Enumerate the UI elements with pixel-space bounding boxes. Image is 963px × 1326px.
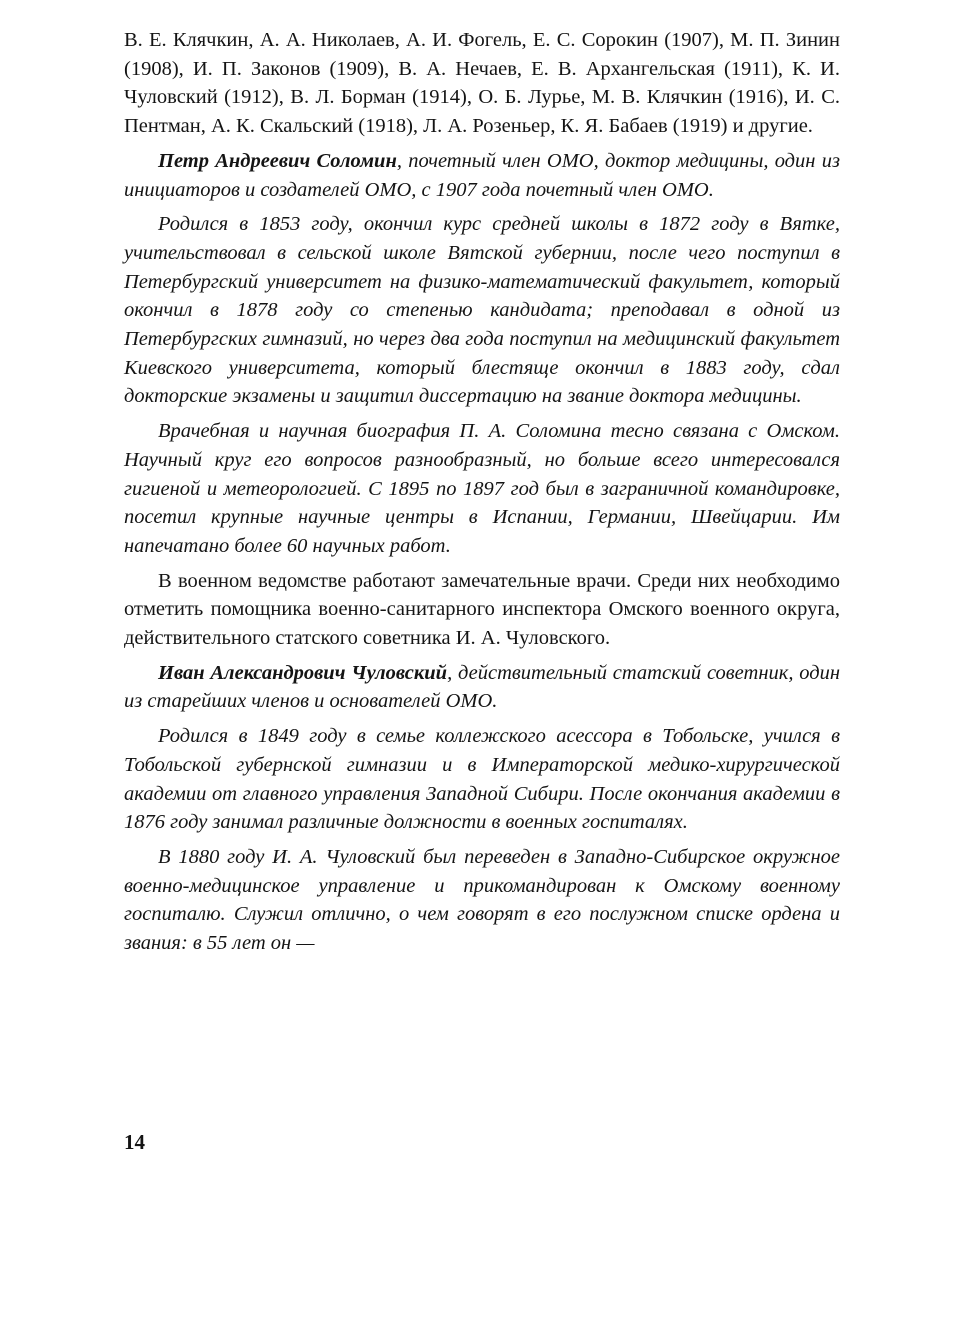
chulovsky-title-text: , действительный статский советник, один из старейших членов и основателей ОМО. — [124, 661, 840, 713]
text-column — [124, 26, 840, 958]
paragraph-member-list: В. Е. Клячкин, А. А. Николаев, А. И. Фогель, Е. С. Сорокин (1907), М. П. Зинин (1908), И. П. Законов (1909), В. А. Нечаев, Е. В. Архангельская (1911), К. И. Чуловский (1912), В. Л. Борман (1914), О. Б. Лурье, М. В. Клячкин (1916), И. С. Пентман, А. К. Скальский (1918), Л. А. Розеньер, К. Я. Бабаев (1919) и другие. — [124, 29, 840, 138]
person-name-solomin: Петр Андреевич Соломин — [158, 149, 397, 172]
paragraph-chulovsky-biography: Родился в 1849 году в семье коллежского асессора в Тобольске, учился в Тобольской губернской гимназии и в Императорской медико-хирургической академии от главного управления Западной Сибири. После окончания академии в 1876 году занимал различные должности в военных госпиталях. — [124, 725, 840, 834]
page-number: 14 — [124, 1130, 145, 1154]
paragraph-military-doctors: В военном ведомстве работают замечательные врачи. Среди них необходимо отметить помощника военно-санитарного инспектора Омского военного округа, действительного статского советника И. А. Чуловского. — [124, 569, 840, 650]
paragraph-chulovsky-service: В 1880 году И. А. Чуловский был переведен в Западно-Сибирское окружное военно-медицинское управление и прикомандирован к Омскому военному госпиталю. Служил отлично, о чем говорят в его послужном списке ордена и звания: в 55 лет он — — [124, 845, 840, 955]
person-name-chulovsky: Иван Александрович Чуловский — [158, 661, 448, 684]
solomin-title-text: , почетный член ОМО, доктор медицины, один из инициаторов и создателей ОМО, с 1907 года почетный член ОМО. — [124, 149, 840, 201]
paragraph-solomin-intro — [124, 147, 840, 204]
paragraph-solomin-science: Врачебная и научная биография П. А. Соломина тесно связана с Омском. Научный круг его вопросов разнообразный, но больше всего интересовался гигиеной и метеорологией. С 1895 по 1897 год был в заграничной командировке, посетил крупные научные центры в Испании, Германии, Швейцарии. Им напечатано более 60 научных работ. — [124, 420, 840, 557]
paragraph-solomin-biography: Родился в 1853 году, окончил курс средней школы в 1872 году в Вятке, учительствовал в сельской школе Вятской губернии, после чего поступил в Петербургский университет на физико-математический факультет, который окончил в 1878 году со степенью кандидата; преподавал в одной из Петербургских гимназий, но через два года поступил на медицинский факультет Киевского университета, который блестяще окончил в 1883 году, сдал докторские экзамены и защитил диссертацию на звание доктора медицины. — [124, 213, 840, 408]
paragraph-chulovsky-intro — [124, 659, 840, 716]
